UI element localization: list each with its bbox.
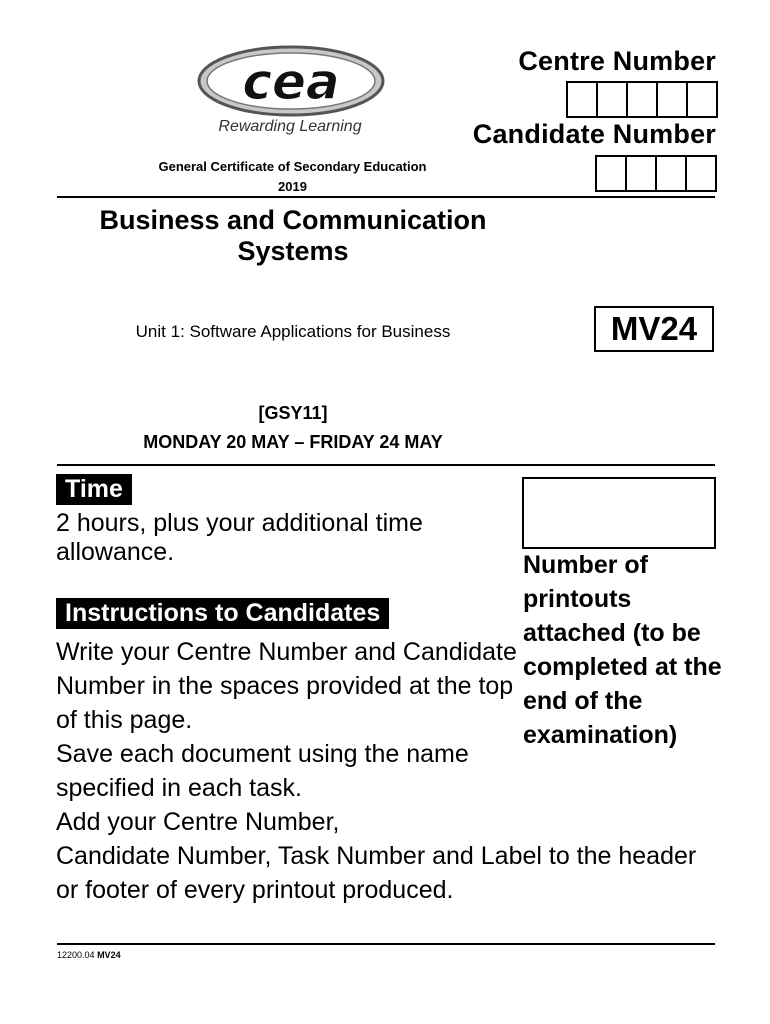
centre-number-label: Centre Number (518, 46, 716, 76)
spec-code: [GSY11] (258, 403, 328, 423)
instruction-2: Save each document using the name specified in each task. (56, 740, 469, 802)
subject-title: Business and Communication Systems (99, 205, 487, 266)
centre-number-boxes[interactable] (566, 81, 718, 118)
paper-code-box: MV24 (594, 306, 714, 352)
candidate-number-boxes[interactable] (595, 155, 717, 192)
footer-paper-code: MV24 (97, 950, 121, 960)
cea-logo (196, 44, 386, 118)
time-heading: Time (56, 474, 132, 505)
footer-ref-number: 12200.04 (57, 950, 95, 960)
time-text: 2 hours, plus your additional time allowance. (56, 509, 423, 566)
printouts-label: Number of printouts attached (to be completed at the end of the examination) (523, 551, 722, 749)
instruction-1: Write your Centre Number and Candidate Number in the spaces provided at the top of this page. (56, 638, 517, 734)
divider (57, 196, 715, 198)
instructions-heading: Instructions to Candidates (56, 598, 389, 629)
divider (57, 943, 715, 945)
cea-logo-text: cea (242, 53, 340, 111)
exam-year: 2019 (278, 179, 307, 194)
instruction-3-part-2: Candidate Number, Task Number and Label to the header or footer of every printout produced. (56, 842, 697, 904)
logo-tagline: Rewarding Learning (218, 118, 362, 135)
instruction-3-part-1: Add your Centre Number, (56, 808, 340, 836)
instruction-3 (56, 805, 716, 907)
unit-title: Unit 1: Software Applications for Business (135, 322, 451, 341)
instruction-3-text (56, 805, 716, 904)
divider (57, 464, 715, 466)
exam-dates: MONDAY 20 MAY – FRIDAY 24 MAY (143, 432, 443, 452)
footer-reference (57, 950, 121, 960)
candidate-number-label: Candidate Number (472, 119, 716, 149)
qualification-title: General Certificate of Secondary Education (158, 159, 427, 174)
printouts-count-box[interactable] (522, 477, 716, 549)
